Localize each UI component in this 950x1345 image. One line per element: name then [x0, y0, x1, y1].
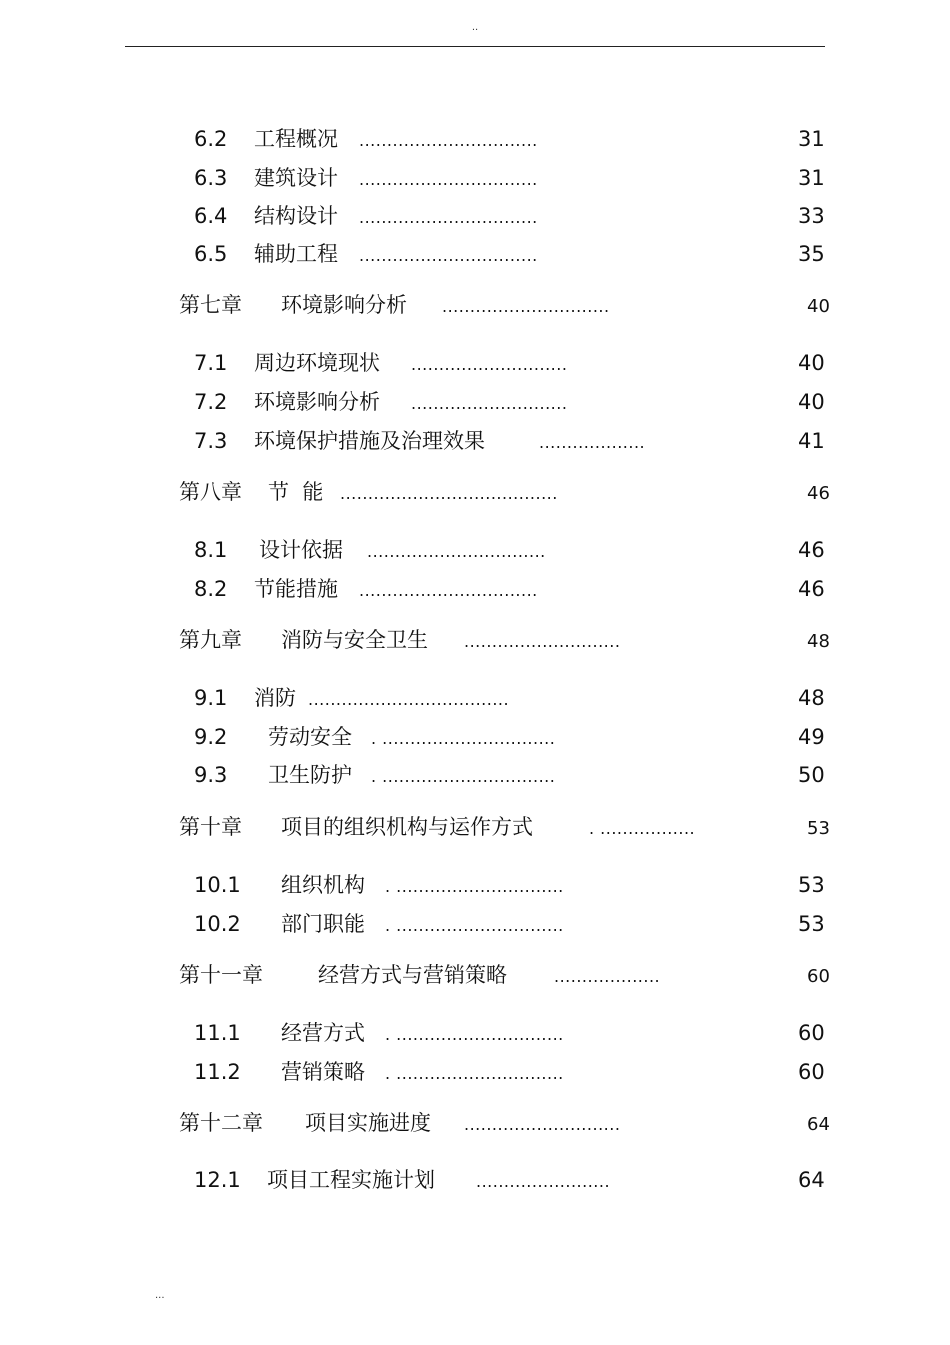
- toc-entry-page: 31: [798, 127, 825, 151]
- toc-entry-leader: . ..............................: [385, 1064, 564, 1083]
- toc-entry[interactable]: [0, 910, 950, 938]
- toc-chapter-number: 第九章: [179, 628, 242, 652]
- toc-entry[interactable]: [0, 125, 950, 153]
- toc-entry-page: 60: [798, 1021, 825, 1045]
- toc-entry-leader: . ..............................: [385, 877, 564, 896]
- toc-entry-leader: ................................: [359, 208, 538, 227]
- toc-entry-page: 41: [798, 429, 825, 453]
- toc-entry-title: 设计依据: [259, 538, 343, 562]
- toc-entry-leader: ...................: [539, 433, 646, 452]
- toc-entry-leader: ................................: [359, 170, 538, 189]
- toc-chapter-number: 第十章: [179, 815, 242, 839]
- toc-entry-page: 49: [798, 725, 825, 749]
- toc-entry-page: 33: [798, 204, 825, 228]
- toc-chapter[interactable]: [0, 1109, 950, 1137]
- toc-entry-number: 8.1: [194, 538, 228, 562]
- header-mark: ..: [471, 22, 479, 33]
- toc-entry-title: 经营方式: [281, 1021, 365, 1045]
- toc-entry-number: 9.1: [194, 686, 228, 710]
- toc-entry-number: 6.5: [194, 242, 228, 266]
- toc-chapter-page: 46: [807, 483, 830, 504]
- toc-entry-leader: ........................: [476, 1172, 611, 1191]
- toc-entry-number: 11.1: [194, 1021, 241, 1045]
- toc-entry[interactable]: [0, 240, 950, 268]
- toc-chapter[interactable]: [0, 478, 950, 506]
- toc-entry-title: 项目工程实施计划: [267, 1168, 435, 1192]
- toc-entry[interactable]: [0, 761, 950, 789]
- toc-entry-leader: ....................................: [308, 690, 510, 709]
- toc-entry-page: 46: [798, 538, 825, 562]
- toc-chapter-leader: . .................: [589, 819, 696, 838]
- toc-entry[interactable]: [0, 164, 950, 192]
- toc-chapter-title: 环境影响分析: [281, 293, 407, 317]
- toc-entry-number: 6.2: [194, 127, 228, 151]
- toc-entry[interactable]: [0, 388, 950, 416]
- toc-entry-page: 60: [798, 1060, 825, 1084]
- toc-chapter-page: 40: [807, 296, 830, 317]
- toc-chapter-title: 节 能: [268, 480, 324, 504]
- toc-entry-number: 6.4: [194, 204, 228, 228]
- toc-chapter-leader: ...................: [554, 967, 661, 986]
- toc-chapter[interactable]: [0, 291, 950, 319]
- toc-entry-page: 48: [798, 686, 825, 710]
- toc-entry-number: 7.3: [194, 429, 228, 453]
- toc-entry-leader: ............................: [411, 394, 568, 413]
- toc-entry[interactable]: [0, 684, 950, 712]
- toc-entry-leader: . ...............................: [371, 729, 556, 748]
- toc-entry-leader: ................................: [359, 581, 538, 600]
- toc-entry[interactable]: [0, 202, 950, 230]
- header-rule: [125, 46, 825, 47]
- toc-entry-title: 节能措施: [254, 577, 338, 601]
- toc-chapter-page: 53: [807, 818, 830, 839]
- toc-chapter-leader: ..............................: [442, 297, 610, 316]
- toc-entry-number: 10.1: [194, 873, 241, 897]
- toc-entry[interactable]: [0, 723, 950, 751]
- toc-entry[interactable]: [0, 427, 950, 455]
- toc-chapter-leader: ............................: [464, 1115, 621, 1134]
- toc-entry[interactable]: [0, 575, 950, 603]
- toc-entry-leader: ............................: [411, 355, 568, 374]
- toc-entry-leader: ................................: [359, 131, 538, 150]
- toc-entry-page: 50: [798, 763, 825, 787]
- toc-entry-number: 9.3: [194, 763, 228, 787]
- toc-entry-title: 辅助工程: [254, 242, 338, 266]
- toc-entry-number: 6.3: [194, 166, 228, 190]
- toc-chapter-title: 项目的组织机构与运作方式: [281, 815, 533, 839]
- toc-entry-page: 31: [798, 166, 825, 190]
- toc-entry-title: 工程概况: [254, 127, 338, 151]
- toc-entry-number: 11.2: [194, 1060, 241, 1084]
- toc-chapter[interactable]: [0, 626, 950, 654]
- toc-entry-title: 部门职能: [281, 912, 365, 936]
- toc-chapter-number: 第八章: [179, 480, 242, 504]
- toc-entry-leader: . ..............................: [385, 1025, 564, 1044]
- toc-chapter-leader: ............................: [464, 632, 621, 651]
- toc-entry-page: 64: [798, 1168, 825, 1192]
- toc-entry-page: 53: [798, 873, 825, 897]
- toc-entry-title: 组织机构: [281, 873, 365, 897]
- toc-entry-leader: . ...............................: [371, 767, 556, 786]
- toc-entry-title: 环境影响分析: [254, 390, 380, 414]
- toc-entry-page: 46: [798, 577, 825, 601]
- toc-entry[interactable]: [0, 349, 950, 377]
- toc-chapter-page: 60: [807, 966, 830, 987]
- toc-chapter-leader: .......................................: [340, 484, 558, 503]
- toc-entry-title: 卫生防护: [268, 763, 352, 787]
- toc-entry-leader: ................................: [367, 542, 546, 561]
- toc-entry[interactable]: [0, 871, 950, 899]
- toc-chapter-number: 第七章: [179, 293, 242, 317]
- toc-entry-page: 35: [798, 242, 825, 266]
- toc-chapter[interactable]: [0, 813, 950, 841]
- toc-chapter-title: 消防与安全卫生: [281, 628, 428, 652]
- toc-entry-number: 12.1: [194, 1168, 241, 1192]
- toc-entry-title: 消防: [254, 686, 296, 710]
- toc-entry-page: 40: [798, 390, 825, 414]
- toc-entry-page: 40: [798, 351, 825, 375]
- toc-entry-leader: . ..............................: [385, 916, 564, 935]
- toc-entry-title: 环境保护措施及治理效果: [254, 429, 485, 453]
- footer-mark: ...: [155, 1290, 165, 1301]
- toc-entry-title: 结构设计: [254, 204, 338, 228]
- toc-entry[interactable]: [0, 1019, 950, 1047]
- toc-entry-title: 周边环境现状: [254, 351, 380, 375]
- toc-entry[interactable]: [0, 1058, 950, 1086]
- toc-entry[interactable]: [0, 536, 950, 564]
- toc-chapter-page: 48: [807, 631, 830, 652]
- toc-entry[interactable]: [0, 1166, 950, 1194]
- toc-entry-number: 10.2: [194, 912, 241, 936]
- toc-entry-title: 营销策略: [281, 1060, 365, 1084]
- toc-entry-title: 建筑设计: [254, 166, 338, 190]
- toc-entry-leader: ................................: [359, 246, 538, 265]
- toc-chapter-title: 项目实施进度: [305, 1111, 431, 1135]
- toc-entry-number: 7.1: [194, 351, 228, 375]
- toc-chapter-number: 第十二章: [179, 1111, 263, 1135]
- toc-chapter-title: 经营方式与营销策略: [318, 963, 507, 987]
- toc-chapter[interactable]: [0, 961, 950, 989]
- toc-entry-number: 9.2: [194, 725, 228, 749]
- toc-entry-page: 53: [798, 912, 825, 936]
- toc-entry-title: 劳动安全: [268, 725, 352, 749]
- toc-chapter-number: 第十一章: [179, 963, 263, 987]
- toc-entry-number: 8.2: [194, 577, 228, 601]
- toc-entry-number: 7.2: [194, 390, 228, 414]
- toc-chapter-page: 64: [807, 1114, 830, 1135]
